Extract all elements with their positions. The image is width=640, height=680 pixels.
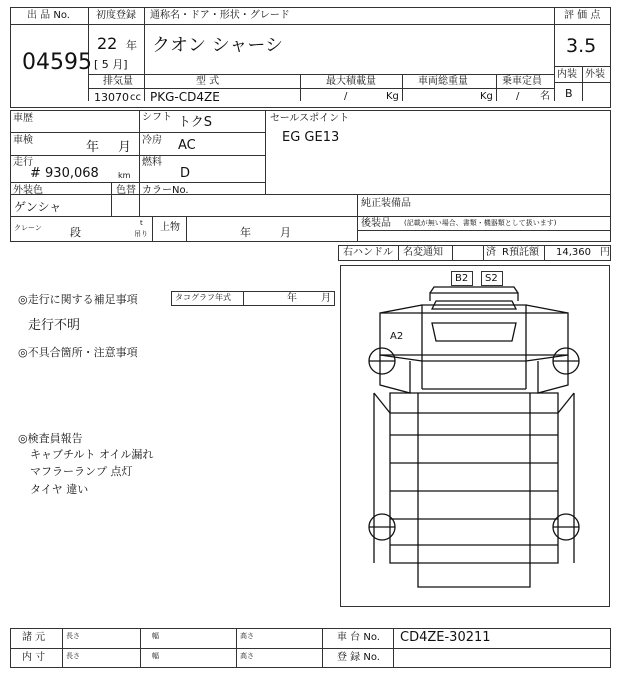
maxload-slash: / bbox=[344, 91, 348, 102]
width-label: 幅 bbox=[152, 652, 159, 660]
supplement-title: ◎走行に関する補足事項 bbox=[18, 293, 138, 306]
lot-number: 04595 bbox=[22, 50, 92, 75]
recycle-label: R預託額 bbox=[502, 247, 539, 258]
right-handle-label: 右ハンドル bbox=[343, 247, 393, 258]
mileage-label: 走行 bbox=[13, 157, 33, 168]
car-name-label: 通称名・ドア・形状・グレード bbox=[150, 10, 290, 21]
chassis-no-value: CD4ZE-30211 bbox=[400, 630, 491, 645]
reg-year-unit: 年 bbox=[126, 39, 137, 52]
tax-paid-label: 済 bbox=[486, 247, 496, 258]
ac-label: 冷房 bbox=[142, 135, 162, 146]
gross-weight-label: 車両総重量 bbox=[418, 76, 468, 87]
height-label: 高さ bbox=[240, 632, 254, 640]
damage-mark-label: A2 bbox=[390, 331, 404, 342]
ac-value: AC bbox=[178, 138, 196, 153]
shift-label: シフト bbox=[142, 112, 172, 123]
specs-label: 諸 元 bbox=[22, 632, 46, 643]
chassis-no-label: 車 台 No. bbox=[337, 632, 380, 643]
tacho-month-unit: 月 bbox=[321, 293, 331, 304]
color-value: ゲンシャ bbox=[14, 200, 62, 214]
score-label: 評 価 点 bbox=[564, 10, 601, 21]
body-label: 上物 bbox=[160, 222, 180, 233]
body-month-unit: 月 bbox=[280, 226, 291, 239]
capacity-label: 乗車定員 bbox=[502, 76, 542, 87]
score-value: 3.5 bbox=[566, 35, 597, 57]
tacho-label: タコグラフ年式 bbox=[175, 293, 231, 302]
gross-weight-unit: Kg bbox=[480, 91, 493, 102]
length-label: 長さ bbox=[66, 632, 80, 640]
maxload-unit: Kg bbox=[386, 91, 399, 102]
model-value: PKG-CD4ZE bbox=[150, 90, 220, 104]
inspection-month-unit: 月 bbox=[118, 140, 132, 155]
length-label: 長さ bbox=[66, 652, 80, 660]
registration-label: 登 録 No. bbox=[337, 652, 380, 663]
aftermarket-label: 後装品 bbox=[361, 218, 391, 229]
damage-mark-label: S2 bbox=[485, 273, 498, 284]
body-year-unit: 年 bbox=[240, 226, 251, 239]
shift-value: トクS bbox=[178, 115, 212, 130]
color-label: 外装色 bbox=[13, 185, 43, 196]
displacement-value: 13070 bbox=[94, 91, 129, 104]
maxload-label: 最大積載量 bbox=[326, 76, 376, 87]
name-change-label: 名変通知 bbox=[403, 247, 443, 258]
crane-t-unit: t bbox=[140, 219, 143, 227]
exterior-label: 外装 bbox=[585, 69, 605, 80]
displacement-unit: cc bbox=[130, 92, 141, 103]
selling-point-value: EG GE13 bbox=[282, 130, 340, 145]
reg-year: 22 bbox=[97, 34, 118, 53]
report-line: マフラーランプ 点灯 bbox=[30, 465, 133, 478]
color-code-label: カラーNo. bbox=[142, 185, 189, 196]
crane-label: クレーン bbox=[14, 224, 42, 232]
lot-label: 出 品 No. bbox=[27, 10, 70, 21]
crane-stage-unit: 段 bbox=[70, 226, 81, 239]
truck-chassis-diagram bbox=[340, 265, 610, 607]
model-label: 型 式 bbox=[196, 76, 220, 87]
color-change-label: 色替 bbox=[116, 185, 136, 196]
width-label: 幅 bbox=[152, 632, 159, 640]
first-reg-label: 初度登録 bbox=[96, 10, 136, 21]
inspector-title: ◎検査員報告 bbox=[18, 432, 83, 445]
damage-mark-label: B2 bbox=[455, 273, 469, 284]
car-name: クオン シャーシ bbox=[152, 35, 284, 56]
interior-grade: B bbox=[565, 87, 573, 100]
tacho-year-unit: 年 bbox=[287, 293, 297, 304]
capacity-slash: / bbox=[516, 91, 520, 102]
height-label: 高さ bbox=[240, 652, 254, 660]
recycle-unit: 円 bbox=[600, 247, 610, 258]
interior-label: 内装 bbox=[557, 69, 577, 80]
history-label: 車歴 bbox=[13, 113, 33, 124]
aftermarket-note: (記載が無い場合、書類・機器類として扱います) bbox=[404, 219, 557, 227]
defects-title: ◎不具合箇所・注意事項 bbox=[18, 346, 138, 359]
inspection-label: 車検 bbox=[13, 135, 33, 146]
reg-month: [ 5 月] bbox=[94, 58, 128, 71]
displacement-label: 排気量 bbox=[103, 76, 133, 87]
crane-lift-unit: 吊り bbox=[134, 230, 148, 238]
report-line: キャブチルト オイル漏れ bbox=[30, 448, 154, 461]
supplement-text: 走行不明 bbox=[28, 318, 81, 333]
report-line: タイヤ 違い bbox=[30, 483, 89, 496]
genuine-equipment-label: 純正装備品 bbox=[361, 198, 411, 209]
mileage-value: # 930,068 bbox=[30, 166, 99, 181]
mileage-unit: km bbox=[118, 171, 131, 180]
recycle-value: 14,360 bbox=[556, 247, 591, 258]
inspection-year-unit: 年 bbox=[86, 140, 100, 155]
interior-dims-label: 内 寸 bbox=[22, 652, 46, 663]
fuel-label: 燃料 bbox=[142, 157, 162, 168]
selling-point-label: セールスポイント bbox=[270, 113, 350, 124]
capacity-unit: 名 bbox=[540, 91, 550, 102]
fuel-value: D bbox=[180, 166, 191, 181]
